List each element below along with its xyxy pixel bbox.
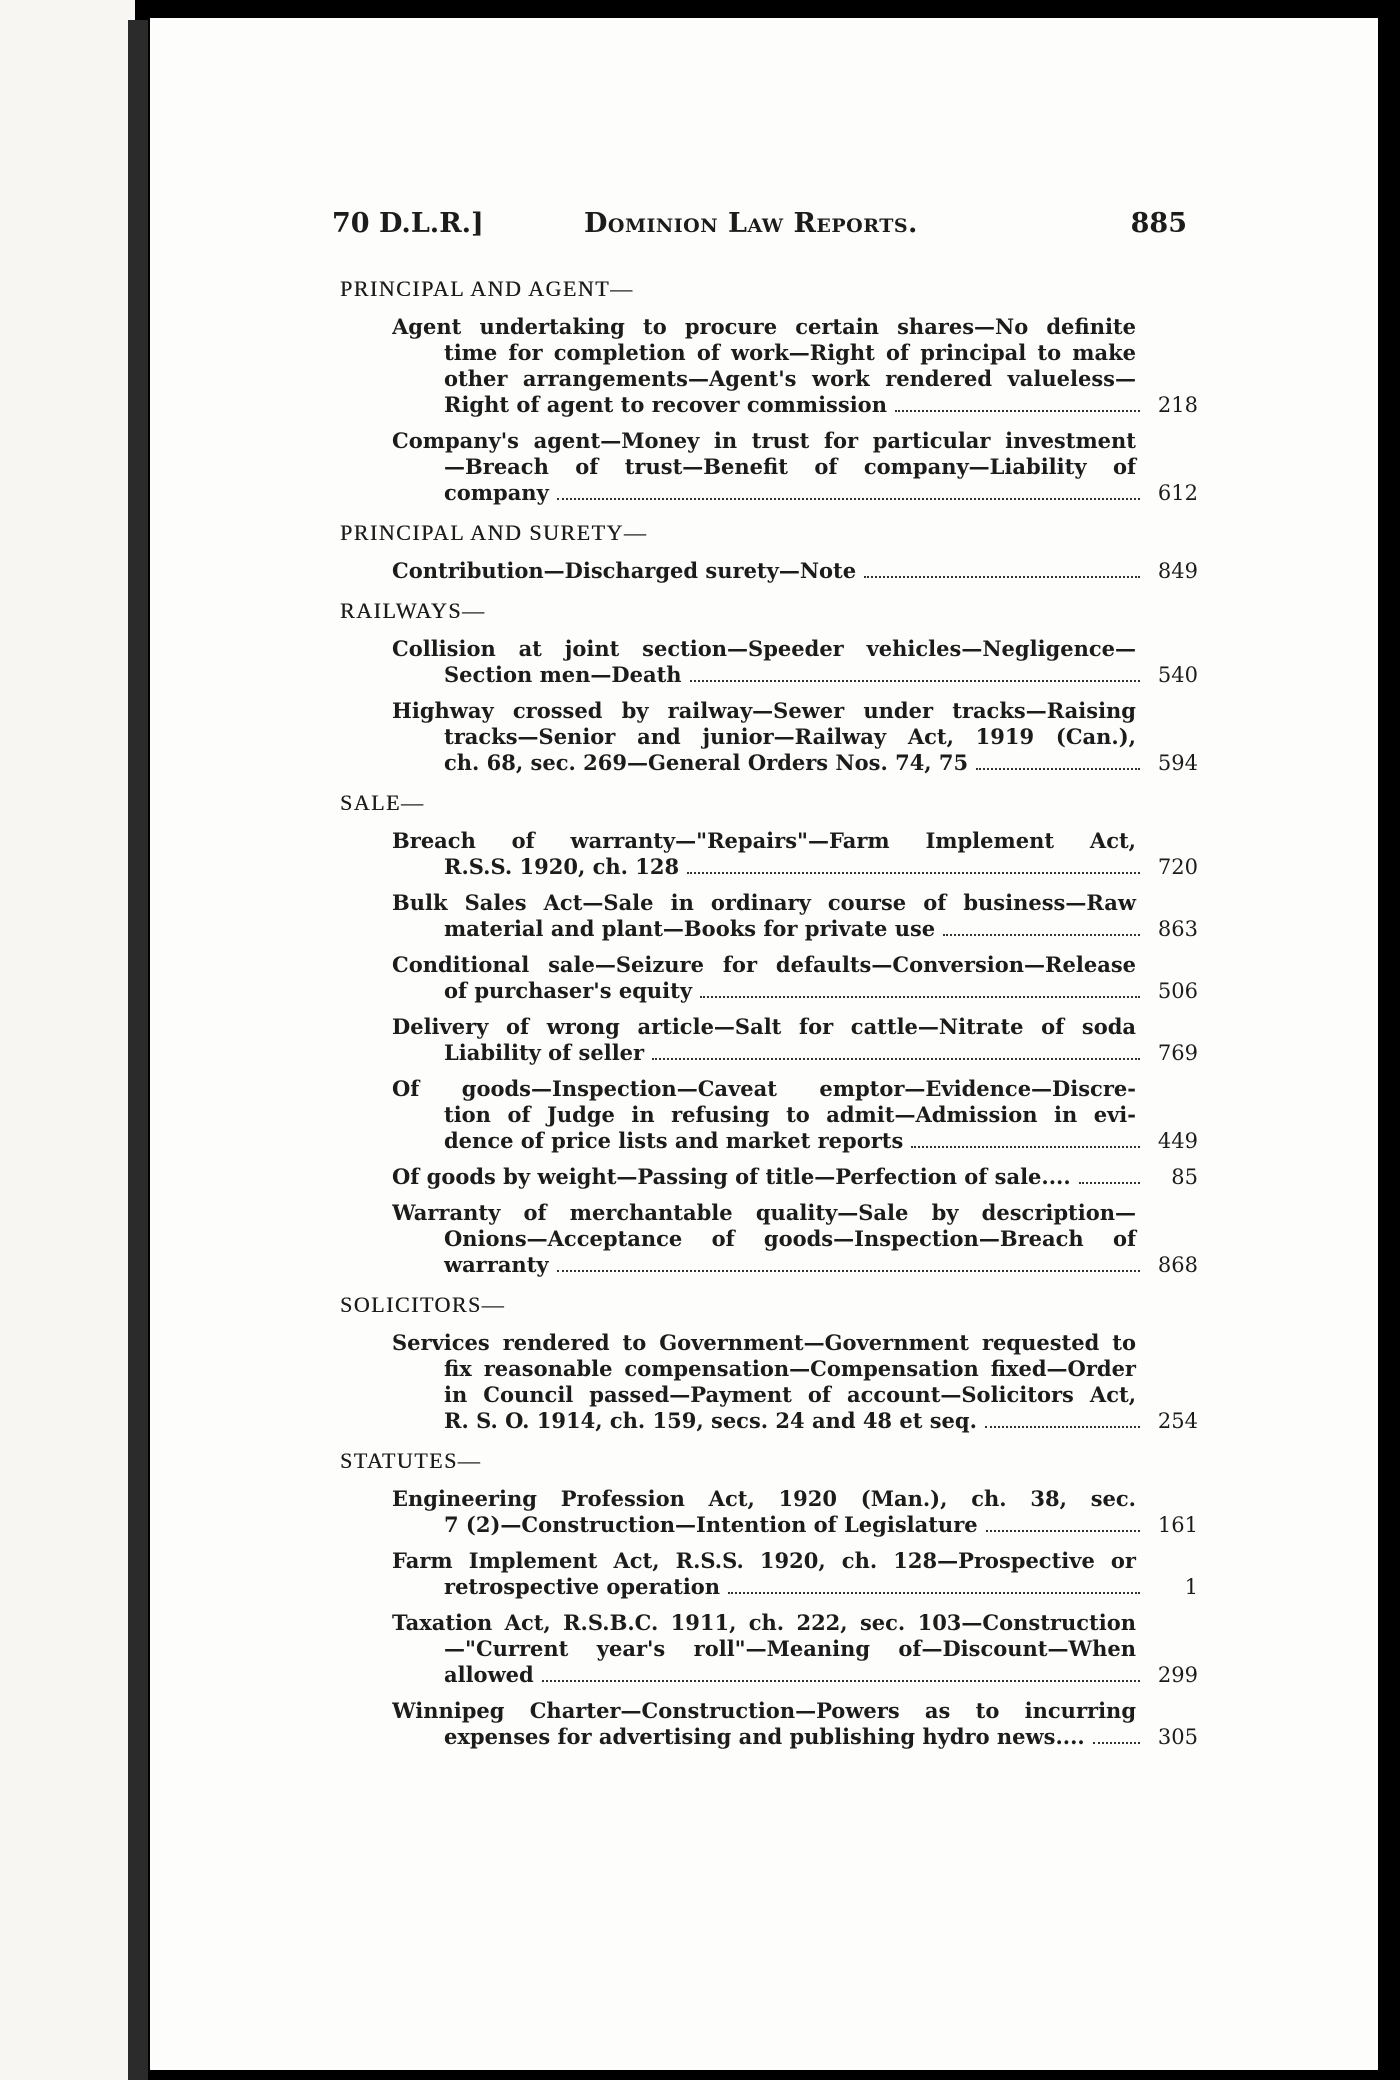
entry-line: time for completion of work—Right of principal to make (444, 340, 1136, 365)
entry-line: Services rendered to Government—Government requested to (392, 1330, 1136, 1355)
section-heading: SOLICITORS— (340, 1292, 506, 1317)
scan-border-right (1378, 0, 1400, 2080)
dot-leader (1079, 1182, 1140, 1184)
entry-line: Winnipeg Charter—Construction—Powers as to incurring (392, 1698, 1136, 1723)
entry-line: Highway crossed by railway—Sewer under tracks—Raising (392, 698, 1136, 723)
index-section (340, 276, 1198, 506)
page-reference[interactable]: 540 (1157, 663, 1198, 687)
entry-line: Warranty of merchantable quality—Sale by description— (392, 1200, 1136, 1225)
entry-text: 7 (2)—Construction—Intention of Legislature (444, 1512, 978, 1537)
running-header (332, 208, 1187, 248)
index-entry (392, 1486, 1198, 1538)
page-reference[interactable]: 254 (1157, 1409, 1198, 1433)
dot-leader (542, 1680, 1140, 1682)
page-reference[interactable]: 305 (1157, 1725, 1198, 1749)
entry-line: in Council passed—Payment of account—Solicitors Act, (444, 1382, 1136, 1407)
entry-line: Engineering Profession Act, 1920 (Man.), ch. 38, sec. (392, 1486, 1136, 1511)
entry-text: Right of agent to recover commission (444, 392, 887, 417)
index-entry (392, 1076, 1198, 1154)
entry-line: Onions—Acceptance of goods—Inspection—Breach of (444, 1226, 1136, 1251)
dot-leader (864, 576, 1140, 578)
entry-last-line (392, 480, 1198, 506)
dot-leader (1093, 1742, 1140, 1744)
entry-last-line (392, 916, 1198, 942)
page-reference[interactable]: 1 (1184, 1575, 1198, 1599)
facing-page-edge (0, 0, 135, 2080)
entry-text: expenses for advertising and publishing hydro news.... (444, 1724, 1085, 1749)
entry-last-line (392, 1574, 1198, 1600)
page-reference[interactable]: 612 (1157, 481, 1198, 505)
entry-last-line (392, 1512, 1198, 1538)
dot-leader (976, 768, 1140, 770)
entry-text: allowed (444, 1662, 534, 1687)
entry-text: Of goods by weight—Passing of title—Perfection of sale.... (392, 1164, 1071, 1189)
dot-leader (728, 1592, 1140, 1594)
index-entry (392, 1610, 1198, 1688)
index-content (340, 276, 1198, 1760)
index-entry (392, 952, 1198, 1004)
entry-text: Contribution—Discharged surety—Note (392, 558, 857, 583)
book-gutter (128, 20, 148, 2080)
entry-last-line (392, 558, 1198, 584)
entry-last-line (392, 1408, 1198, 1434)
index-entry (392, 828, 1198, 880)
page-number: 885 (1130, 208, 1187, 239)
index-section (340, 598, 1198, 776)
index-entry (392, 428, 1198, 506)
section-heading: PRINCIPAL AND SURETY— (340, 520, 648, 545)
section-heading: RAILWAYS— (340, 598, 486, 623)
page-reference[interactable]: 849 (1157, 559, 1198, 583)
page-reference[interactable]: 85 (1171, 1165, 1198, 1189)
index-entry (392, 314, 1198, 418)
entry-last-line (392, 662, 1198, 688)
entry-last-line (392, 978, 1198, 1004)
entry-text: retrospective operation (444, 1574, 721, 1599)
entry-line: Bulk Sales Act—Sale in ordinary course of business—Raw (392, 890, 1136, 915)
entry-last-line (392, 1164, 1198, 1190)
index-section (340, 1448, 1198, 1750)
entry-line: Collision at joint section—Speeder vehicles—Negligence— (392, 636, 1136, 661)
entry-last-line (392, 392, 1198, 418)
publication-title: Dominion Law Reports. (584, 208, 918, 239)
page-reference[interactable]: 449 (1157, 1129, 1198, 1153)
entry-text: ch. 68, sec. 269—General Orders Nos. 74, 75 (444, 750, 969, 775)
index-entry (392, 698, 1198, 776)
index-entry (392, 1698, 1198, 1750)
index-entry (392, 1014, 1198, 1066)
entry-line: tracks—Senior and junior—Railway Act, 1919 (Can.), (444, 724, 1136, 749)
entry-text: Section men—Death (444, 662, 682, 687)
entry-line: Farm Implement Act, R.S.S. 1920, ch. 128—Prospective or (392, 1548, 1136, 1573)
entry-line: —Breach of trust—Benefit of company—Liability of (444, 454, 1136, 479)
entry-text: R.S.S. 1920, ch. 128 (444, 854, 680, 879)
dot-leader (700, 996, 1140, 998)
entry-line: Agent undertaking to procure certain shares—No definite (392, 314, 1136, 339)
dot-leader (652, 1058, 1140, 1060)
entry-line: Delivery of wrong article—Salt for cattle—Nitrate of soda (392, 1014, 1136, 1039)
entry-line: other arrangements—Agent's work rendered valueless— (444, 366, 1136, 391)
dot-leader (557, 498, 1140, 500)
page-reference[interactable]: 299 (1157, 1663, 1198, 1687)
index-entry (392, 1548, 1198, 1600)
dot-leader (557, 1270, 1140, 1272)
volume-label: 70 D.L.R.] (332, 208, 484, 239)
page-reference[interactable]: 506 (1157, 979, 1198, 1003)
entry-line: —"Current year's roll"—Meaning of—Discount—When (444, 1636, 1136, 1661)
dot-leader (943, 934, 1140, 936)
entry-text: warranty (444, 1252, 549, 1277)
page-reference[interactable]: 769 (1157, 1041, 1198, 1065)
entry-line: tion of Judge in refusing to admit—Admission in evi- (444, 1102, 1136, 1127)
page-reference[interactable]: 594 (1157, 751, 1198, 775)
entry-line: Breach of warranty—"Repairs"—Farm Implement Act, (392, 828, 1136, 853)
page-reference[interactable]: 161 (1157, 1513, 1198, 1537)
index-section (340, 1292, 1198, 1434)
scan-border-top (0, 0, 1400, 18)
index-entry (392, 558, 1198, 584)
dot-leader (687, 872, 1140, 874)
dot-leader (895, 410, 1140, 412)
entry-last-line (392, 1128, 1198, 1154)
page-reference[interactable]: 218 (1157, 393, 1198, 417)
entry-text: of purchaser's equity (444, 978, 693, 1003)
index-entry (392, 1200, 1198, 1278)
index-section (340, 790, 1198, 1278)
entry-line: Of goods—Inspection—Caveat emptor—Evidence—Discre- (392, 1076, 1136, 1101)
index-entry (392, 1164, 1198, 1190)
entry-text: company (444, 480, 549, 505)
page-reference[interactable]: 863 (1157, 917, 1198, 941)
entry-last-line (392, 1724, 1198, 1750)
index-entry (392, 1330, 1198, 1434)
entry-line: Conditional sale—Seizure for defaults—Conversion—Release (392, 952, 1136, 977)
entry-last-line (392, 854, 1198, 880)
entry-line: Company's agent—Money in trust for particular investment (392, 428, 1136, 453)
dot-leader (986, 1530, 1140, 1532)
entry-text: dence of price lists and market reports (444, 1128, 904, 1153)
entry-line: Taxation Act, R.S.B.C. 1911, ch. 222, sec. 103—Construction (392, 1610, 1136, 1635)
entry-text: R. S. O. 1914, ch. 159, secs. 24 and 48 et seq. (444, 1408, 977, 1433)
index-section (340, 520, 1198, 584)
dot-leader (690, 680, 1140, 682)
dot-leader (911, 1146, 1140, 1148)
section-heading: PRINCIPAL AND AGENT— (340, 276, 634, 301)
index-entry (392, 636, 1198, 688)
entry-text: Liability of seller (444, 1040, 645, 1065)
dot-leader (985, 1426, 1140, 1428)
entry-last-line (392, 1252, 1198, 1278)
entry-last-line (392, 1662, 1198, 1688)
page-reference[interactable]: 720 (1157, 855, 1198, 879)
index-entry (392, 890, 1198, 942)
page-reference[interactable]: 868 (1157, 1253, 1198, 1277)
entry-last-line (392, 750, 1198, 776)
section-heading: SALE— (340, 790, 425, 815)
entry-text: material and plant—Books for private use (444, 916, 936, 941)
section-heading: STATUTES— (340, 1448, 482, 1473)
entry-last-line (392, 1040, 1198, 1066)
entry-line: fix reasonable compensation—Compensation fixed—Order (444, 1356, 1136, 1381)
